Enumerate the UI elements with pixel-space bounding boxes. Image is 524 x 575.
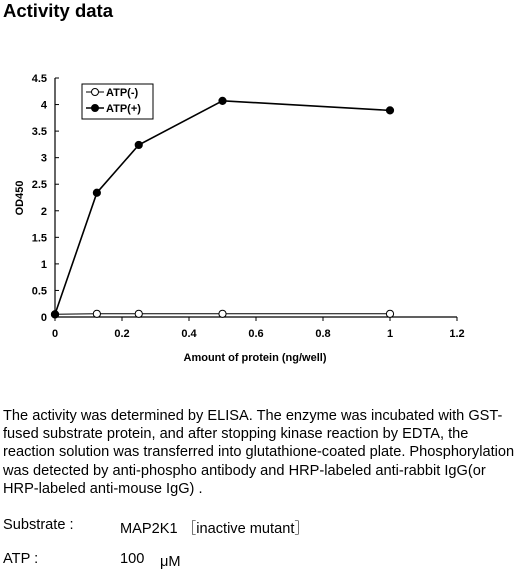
substrate-row xyxy=(3,517,309,537)
legend-marker-atp-plus xyxy=(92,105,99,112)
atp-label: ATP : xyxy=(3,551,39,567)
activity-chart xyxy=(0,62,524,382)
data-point-atp-minus xyxy=(219,310,226,317)
atp-value: 100 xyxy=(120,551,145,567)
x-tick-label: 0.8 xyxy=(315,328,331,340)
atp-unit: μM xyxy=(160,554,181,570)
data-point-atp-minus xyxy=(93,310,100,317)
legend-marker-atp-minus xyxy=(92,89,99,96)
legend-label-atp-minus: ATP(-) xyxy=(106,87,139,99)
x-ticks xyxy=(52,317,465,340)
x-axis-label: Amount of protein (ng/well) xyxy=(183,352,327,364)
y-tick-label: 3 xyxy=(40,152,47,165)
y-tick-label: 4 xyxy=(40,99,47,112)
y-tick-label: 0 xyxy=(40,312,47,324)
page-heading: Activity data xyxy=(3,0,114,21)
x-tick-label: 1 xyxy=(386,328,394,340)
legend-label-atp-plus: ATP(+) xyxy=(106,103,141,115)
activity-chart-svg xyxy=(0,62,524,382)
x-tick-label: 0.6 xyxy=(248,328,264,340)
y-tick-label: 2 xyxy=(40,205,47,218)
y-tick-label: 0.5 xyxy=(31,285,47,298)
substrate-label: Substrate : xyxy=(3,517,74,533)
series-layer xyxy=(51,97,393,318)
y-tick-label: 2.5 xyxy=(31,179,47,192)
y-axis-label: OD450 xyxy=(14,180,26,216)
y-tick-label: 1 xyxy=(40,258,47,271)
series-line-atp-plus xyxy=(55,101,390,314)
atp-row xyxy=(3,551,181,570)
data-point-atp-plus xyxy=(386,107,393,114)
legend xyxy=(82,84,153,119)
y-tick-label: 3.5 xyxy=(31,126,47,139)
data-point-atp-plus xyxy=(135,141,142,148)
data-point-atp-plus xyxy=(51,311,58,318)
substrate-value: MAP2K1 ［inactive mutant］ xyxy=(120,521,309,537)
data-point-atp-minus xyxy=(386,310,393,317)
y-tick-label: 1.5 xyxy=(31,232,47,245)
x-tick-label: 0.2 xyxy=(114,328,130,340)
data-point-atp-plus xyxy=(93,189,100,196)
x-tick-label: 0.4 xyxy=(181,328,197,340)
data-point-atp-plus xyxy=(219,97,226,104)
y-tick-label: 4.5 xyxy=(31,73,47,85)
x-tick-label: 1.2 xyxy=(449,328,465,340)
x-tick-label: 0 xyxy=(51,328,59,340)
data-point-atp-minus xyxy=(135,310,142,317)
description-text: The activity was determined by ELISA. The enzyme was incubated with GST-fused substrate protein, and after stopping kinase reaction by EDTA, the reaction solution was transferred into glutathione-coated plate. Phosphorylation was detected by anti-phospho antibody and HRP-labeled anti-rabbit IgG(or HRP-labeled anti-mouse IgG) . xyxy=(3,408,515,497)
